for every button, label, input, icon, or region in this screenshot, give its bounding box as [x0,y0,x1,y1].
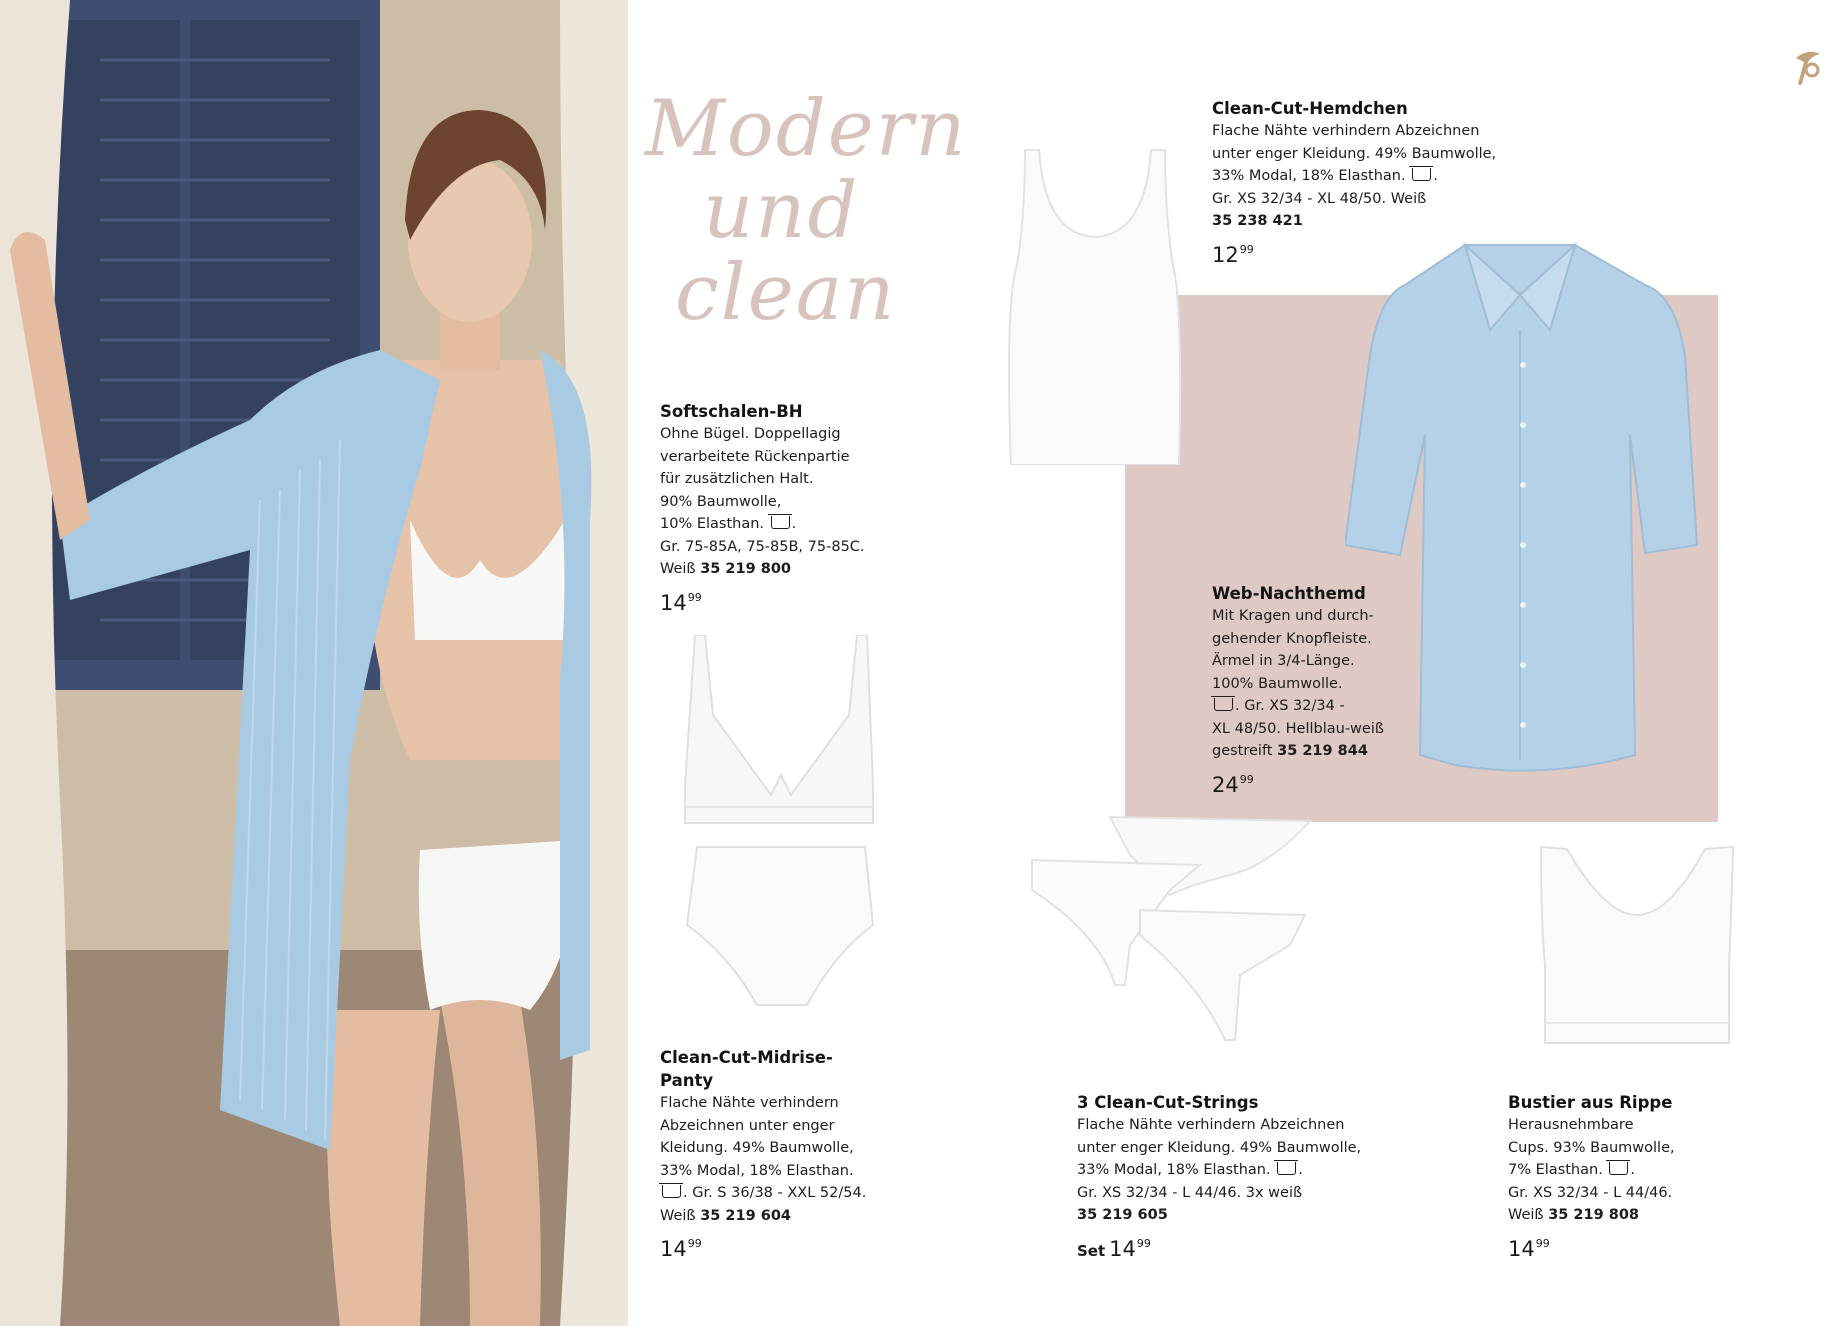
product-bustier-price [1508,1231,1675,1262]
product-bh-price [660,585,865,616]
product-bustier-desc-3b: . [1630,1162,1636,1178]
model-photo-illustration [0,0,628,1326]
product-hemdchen-desc-1: Flache Nähte verhindern Abzeichnen [1212,123,1480,139]
product-panty-desc-4: 33% Modal, 18% Elasthan. [660,1162,854,1179]
product-bh-desc-5: 10% Elasthan. [660,516,765,532]
product-nachthemd-desc-2: gehender Knopfleiste. [1212,630,1372,647]
product-panty [660,1046,866,1262]
product-nachthemd-desc-1: Mit Kragen und durch- [1212,608,1374,624]
page-headline [645,84,968,338]
product-panty-desc-3: Kleidung. 49% Baumwolle, [660,1140,854,1156]
panty-image [683,845,878,1015]
product-bustier-desc-2: Cups. 93% Baumwolle, [1508,1139,1675,1156]
product-strings-desc-1: Flache Nähte verhindern Abzeichnen [1077,1117,1345,1133]
washing-tub-icon [1609,1162,1628,1175]
washing-tub-icon [771,516,790,529]
price-main: 14 [660,1237,687,1261]
price-cents: 99 [687,590,702,604]
washing-tub-icon [1277,1162,1296,1175]
product-hemdchen-desc-3: 33% Modal, 18% Elasthan. [1212,168,1406,184]
product-nachthemd-desc-6: XL 48/50. Hellblau-weiß [1212,720,1384,737]
product-nachthemd-title: Web-Nachthemd [1212,584,1366,603]
product-hemdchen-desc-2: unter enger Kleidung. 49% Baumwolle, [1212,145,1497,162]
product-bustier-desc-1: Herausnehmbare [1508,1117,1634,1133]
price-main: 14 [1109,1236,1136,1261]
product-bh-desc-5b: . [791,516,797,532]
model-photo [0,0,628,1326]
product-nachthemd-article: 35 219 844 [1277,743,1368,759]
product-bustier-desc-3: 7% Elasthan. [1508,1162,1603,1178]
price-cents: 99 [687,1237,702,1250]
product-strings-article: 35 219 605 [1077,1207,1168,1223]
product-panty-title-1: Clean-Cut-Midrise- [660,1048,833,1067]
product-bh-desc-1: Ohne Bügel. Doppellagig [660,426,841,442]
bustier-image [1535,845,1740,1045]
bh-image [683,635,878,825]
product-bustier-title: Bustier aus Rippe [1508,1093,1673,1112]
product-hemdchen-article: 35 238 421 [1212,213,1303,229]
product-nachthemd-color: gestreift [1212,743,1273,759]
product-bh-article: 35 219 800 [700,561,791,577]
product-hemdchen-price [1212,237,1496,268]
product-bh-title: Softschalen-BH [660,402,803,421]
price-cents: 99 [1535,1236,1550,1250]
headline-line-1: Modern [645,84,968,174]
product-bustier-sizes: Gr. XS 32/34 - L 44/46. [1508,1184,1673,1201]
product-strings-price [1077,1231,1361,1264]
price-main: 14 [1508,1236,1535,1261]
washing-tub-icon [1412,168,1431,181]
product-strings-desc-2: unter enger Kleidung. 49% Baumwolle, [1077,1139,1362,1156]
product-hemdchen-title: Clean-Cut-Hemdchen [1212,99,1408,118]
price-cents: 99 [1136,1236,1151,1250]
product-bh-desc-3: für zusätzlichen Halt. [660,471,814,487]
set-label: Set [1077,1241,1106,1260]
washing-tub-icon [662,1185,681,1198]
product-bh-desc-2: verarbeitete Rückenpartie [660,448,850,465]
headline-line-2: und [703,166,860,256]
product-bh-desc-4: 90% Baumwolle, [660,493,782,510]
price-main: 12 [1212,242,1239,267]
price-cents: 99 [1239,772,1254,786]
nachthemd-image [1345,235,1700,780]
product-bustier-color: Weiß [1508,1207,1544,1223]
headline-line-3: clean [675,248,897,338]
strings-image [1030,815,1315,1045]
product-panty-desc-2: Abzeichnen unter enger [660,1117,835,1134]
product-bustier-article: 35 219 808 [1548,1207,1639,1223]
hemdchen-image [995,145,1195,465]
washing-tub-icon [1214,698,1233,711]
product-bh [660,400,865,616]
tchibo-logo-icon [1790,46,1824,88]
product-bustier [1508,1091,1675,1262]
product-strings [1077,1091,1361,1264]
product-bh-sizes: Gr. 75-85A, 75-85B, 75-85C. [660,538,865,555]
product-panty-price [660,1231,866,1262]
price-main: 14 [660,590,687,615]
product-nachthemd-desc-3: Ärmel in 3/4-Länge. [1212,653,1355,669]
product-hemdchen-desc-3b: . [1433,168,1438,184]
product-panty-desc-5: . Gr. S 36/38 - XXL 52/54. [683,1185,867,1201]
product-strings-title: 3 Clean-Cut-Strings [1077,1093,1259,1112]
product-bh-color: Weiß [660,561,696,577]
product-hemdchen [1212,97,1496,268]
product-strings-desc-3: 33% Modal, 18% Elasthan. [1077,1162,1271,1178]
product-nachthemd-desc-5: . Gr. XS 32/34 - [1235,698,1345,714]
price-main: 24 [1212,772,1239,797]
product-panty-title-2: Panty [660,1071,714,1090]
product-nachthemd-price [1212,767,1384,798]
product-strings-desc-3b: . [1298,1162,1303,1178]
product-panty-article: 35 219 604 [700,1207,791,1224]
price-cents: 99 [1239,242,1254,256]
product-hemdchen-sizes: Gr. XS 32/34 - XL 48/50. Weiß [1212,190,1427,207]
product-nachthemd [1212,582,1384,798]
product-panty-color: Weiß [660,1207,696,1224]
product-panty-desc-1: Flache Nähte verhindern [660,1095,839,1111]
product-strings-sizes: Gr. XS 32/34 - L 44/46. 3x weiß [1077,1184,1303,1201]
product-nachthemd-desc-4: 100% Baumwolle. [1212,675,1343,692]
